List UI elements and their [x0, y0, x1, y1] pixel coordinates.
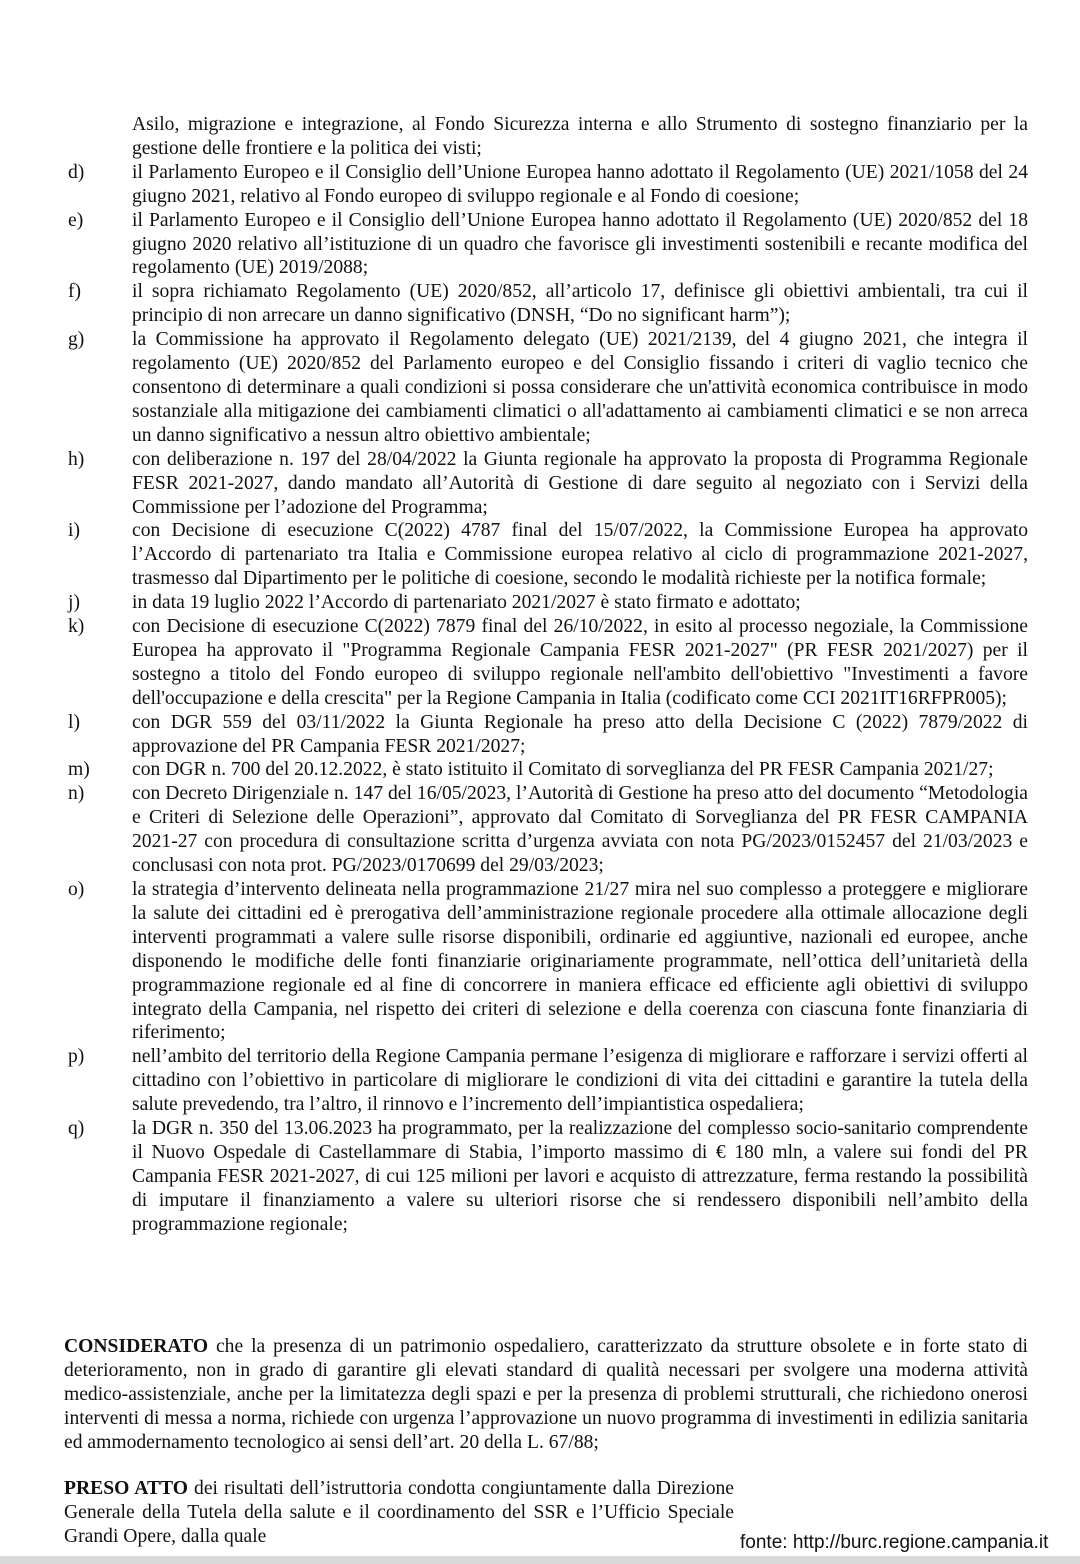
list-item-text: la DGR n. 350 del 13.06.2023 ha programmato, per la realizzazione del complesso socio-sanitario comprendente il Nuovo Ospedale di Castellammare di Stabia, l’importo massimo di € 180 mln, a valere sui fondi del PR Campania FESR 2021-2027, di cui 125 milioni per lavori e acquisto di attrezzature, ferma restando la possibilità di imputare il finanziamento a valere su ulteriori risorse che si rendessero disponibili nell’ambito della programmazione regionale; [132, 1118, 1028, 1235]
page-bottom-border [0, 1556, 1080, 1564]
list-item-text: con DGR n. 700 del 20.12.2022, è stato istituito il Comitato di sorveglianza del PR FESR Campania 2021/27; [132, 759, 994, 781]
list-item-text: con deliberazione n. 197 del 28/04/2022 la Giunta regionale ha approvato la proposta di Programma Regionale FESR 2021-2027, dando mandato all’Autorità di Gestione di dare seguito al negoziato con i Servizi della Commissione per l’adozione del Programma; [132, 448, 1028, 518]
source-watermark: fonte: http://burc.regione.campania.it [740, 1532, 1049, 1553]
list-item-marker: q) [68, 1118, 85, 1140]
list-item-marker: f) [68, 281, 82, 303]
list-item-marker: e) [68, 209, 84, 231]
list-item-marker: k) [68, 616, 85, 638]
list-item [66, 113, 1028, 161]
preso-atto-paragraph [64, 1477, 734, 1549]
considerato-text: che la presenza di un patrimonio ospedaliero, caratterizzato da strutture obsolete e in forte stato di deterioramento, non in grado di garantire gli elevati standard di qualità necessari per svolgere una moderna attività medico-assistenziale, anche per la limitatezza degli spazi e per la presenza di problemi strutturali, che richiedono onerosi interventi di messa a norma, richiede con urgenza l’approvazione un nuovo programma di investimenti in edilizia sanitaria ed ammodernamento tecnologico ai sensi dell’art. 20 della L. 67/88; [64, 1336, 1028, 1453]
list-item-marker: l) [68, 711, 80, 733]
list-item-text: la strategia d’intervento delineata nella programmazione 21/27 mira nel suo complesso a proteggere e migliorare la salute dei cittadini ed è prerogativa dell’amministrazione regionale procedere alla ottimale allocazione degli interventi programmati a valere sulle risorse disponibili, ordinarie ed aggiuntive, nazionali ed europee, anche disponendo le modifiche delle fonti finanziarie originariamente programmate, nell’ottica dell’unitarietà della programmazione regionale ed al fine di concorrere in maniera efficace ed efficiente agli obiettivi di sviluppo integrato della Campania, nel rispetto dei criteri di selezione e della coerenza con ciascuna fonte finanziaria di riferimento; [132, 879, 1028, 1044]
preso-atto-text: dei risultati dell’istruttoria condotta congiuntamente dalla Direzione Generale della Tutela della salute e il coordinamento del SSR e l’Ufficio Speciale Grandi Opere, dalla quale [64, 1478, 734, 1547]
list-item-text: con DGR 559 del 03/11/2022 la Giunta Regionale ha preso atto della Decisione C (2022) 7879/2022 di approvazione del PR Campania FESR 2021/2027; [132, 711, 1028, 757]
list-item [66, 448, 1028, 520]
list-item-marker: n) [68, 783, 85, 805]
list-item-marker: m) [68, 759, 90, 781]
list-item [66, 591, 1028, 615]
list-item-text: con Decisione di esecuzione C(2022) 4787 final del 15/07/2022, la Commissione Europea ha approvato l’Accordo di partenariato tra Italia e Commissione europea relativo al ciclo di programmazione 2021-2027, trasmesso dal Dipartimento per le politiche di coesione, secondo le modalità richieste per la notifica formale; [132, 520, 1028, 590]
list-item [66, 1117, 1028, 1237]
list-item [66, 615, 1028, 711]
list-item-text: con Decreto Dirigenziale n. 147 del 16/05/2023, l’Autorità di Gestione ha preso atto del documento “Metodologia e Criteri di Selezione delle Operazioni”, approvato dal Comitato di Sorveglianza del PR FESR CAMPANIA 2021-27 con procedura di consultazione scritta d’urgenza avviata con nota PG/2023/0152457 del 21/03/2023 e conclusasi con nota prot. PG/2023/0170699 del 29/03/2023; [132, 783, 1028, 877]
recitals-list [66, 113, 1028, 1237]
list-item [66, 161, 1028, 209]
list-item-text: con Decisione di esecuzione C(2022) 7879 final del 26/10/2022, in esito al processo negoziale, la Commissione Europea ha approvato il "Programma Regionale Campania FESR 2021-2027" (PR FESR 2021/2027) per il sostegno a titolo del Fondo europeo di sviluppo regionale nell'ambito dell'obiettivo "Investimenti a favore dell'occupazione e della crescita" per la Regione Campania in Italia (codificato come CCI 2021IT16RFPR005); [132, 616, 1028, 709]
list-item [66, 878, 1028, 1045]
list-item-text: nell’ambito del territorio della Regione Campania permane l’esigenza di migliorare e rafforzare i servizi offerti al cittadino con l’obiettivo in particolare di migliorare le condizioni di vita dei cittadini e garantire la tutela della salute prevedendo, tra l’altro, il rinnovo e l’incremento dell’impiantistica ospedaliera; [132, 1046, 1028, 1116]
list-item-marker: o) [68, 879, 85, 900]
list-item-marker: g) [68, 329, 85, 351]
list-item-text: il Parlamento Europeo e il Consiglio dell’Unione Europea hanno adottato il Regolamento (UE) 2020/852 del 18 giugno 2020 relativo all’istituzione di un quadro che favorisce gli investimenti sostenibili e recante modifica del regolamento (UE) 2019/2088; [132, 209, 1028, 279]
list-item-marker: p) [68, 1046, 85, 1068]
list-item [66, 758, 1028, 782]
list-item [66, 280, 1028, 328]
considerato-heading: CONSIDERATO [64, 1336, 209, 1357]
list-item-text: la Commissione ha approvato il Regolamento delegato (UE) 2021/2139, del 4 giugno 2021, che integra il regolamento (UE) 2020/852 del Parlamento europeo e del Consiglio fissando i criteri di vaglio tecnico che consentono di determinare a quali condizioni si possa considerare che un'attività economica contribuisce in modo sostanziale alla mitigazione dei cambiamenti climatici o all'adattamento ai cambiamenti climatici e se non arreca un danno significativo a nessun altro obiettivo ambientale; [132, 329, 1028, 446]
list-item [66, 328, 1028, 448]
list-item-text: il Parlamento Europeo e il Consiglio dell’Unione Europea hanno adottato il Regolamento (UE) 2021/1058 del 24 giugno 2021, relativo al Fondo europeo di sviluppo regionale e al Fondo di coesione; [132, 161, 1028, 207]
list-item-marker: h) [68, 448, 85, 470]
list-item-text: il sopra richiamato Regolamento (UE) 2020/852, all’articolo 17, definisce gli obiettivi ambientali, tra cui il principio di non arrecare un danno significativo (DNSH, “Do no significant harm”); [132, 281, 1028, 327]
list-item [66, 1045, 1028, 1117]
list-item-marker: d) [68, 161, 85, 183]
list-item [66, 711, 1028, 759]
list-item [66, 782, 1028, 878]
list-item [66, 209, 1028, 281]
list-item-marker: i) [68, 520, 80, 542]
list-item-text: Asilo, migrazione e integrazione, al Fondo Sicurezza interna e allo Strumento di sostegno finanziario per la gestione delle frontiere e la politica dei visti; [132, 114, 1028, 159]
preso-atto-heading: PRESO ATTO [64, 1478, 188, 1499]
list-item-marker: j) [68, 592, 80, 614]
considerato-paragraph [64, 1335, 1028, 1455]
list-item-text: in data 19 luglio 2022 l’Accordo di partenariato 2021/2027 è stato firmato e adottato; [132, 592, 801, 614]
list-item [66, 519, 1028, 591]
